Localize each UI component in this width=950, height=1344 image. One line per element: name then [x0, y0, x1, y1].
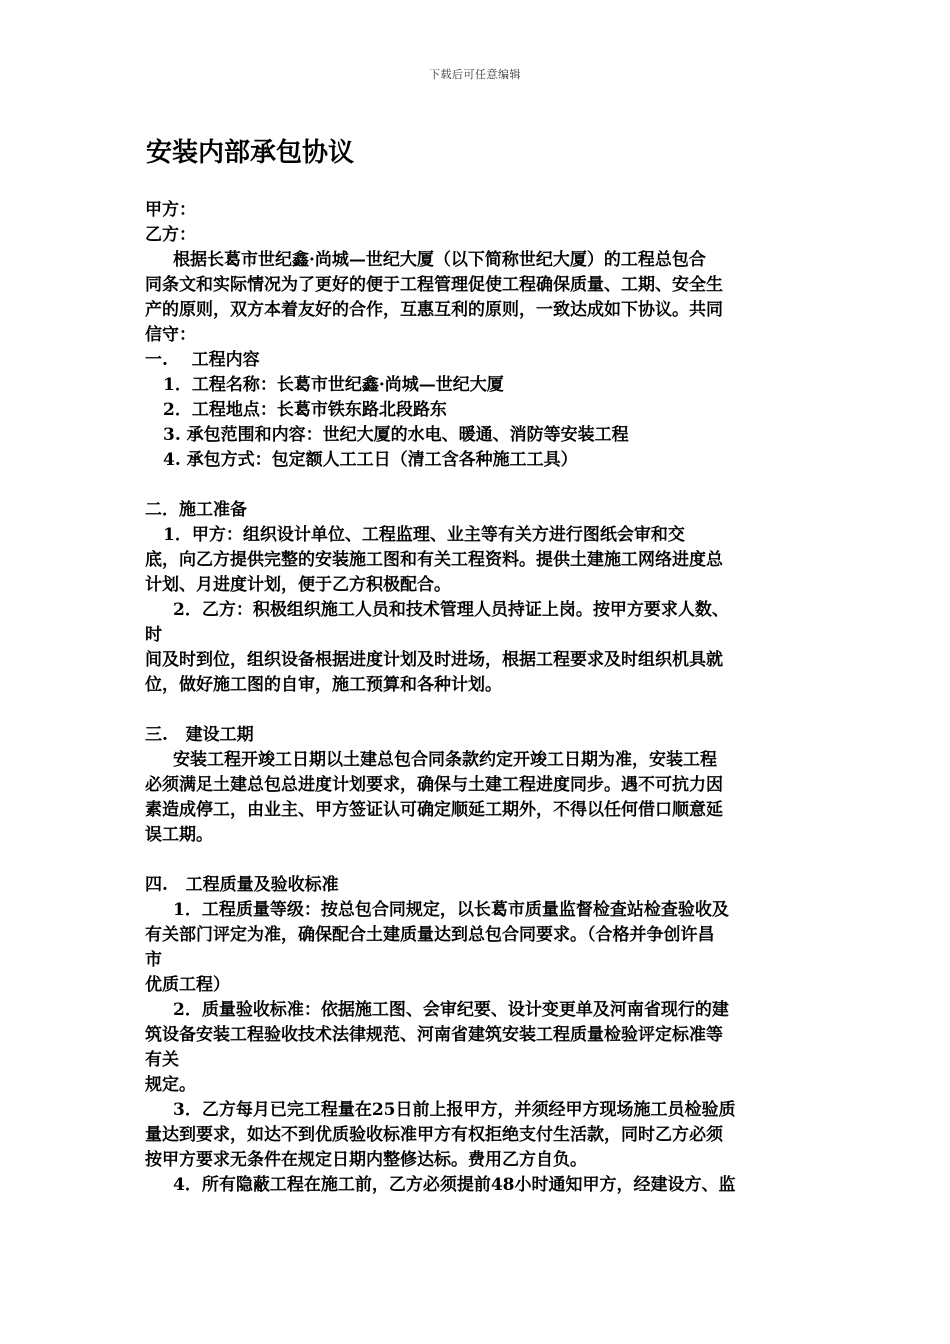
section-4-p3-line: 量达到要求，如达不到优质验收标准甲方有权拒绝支付生活款，同时乙方必须 [145, 1125, 723, 1145]
section-2-p1-line: 计划、月进度计划，便于乙方积极配合。 [145, 575, 451, 595]
section-4-p3-line: 3．乙方每月已完工程量在25日前上报甲方，并须经甲方现场施工员检验质 [173, 1100, 736, 1120]
document-body [145, 198, 813, 1198]
section-3-p1-line: 误工期。 [145, 825, 213, 845]
spacer [145, 848, 813, 873]
section-4-p2-line: 有关 [145, 1050, 179, 1070]
section-4-p1-line: 优质工程） [145, 975, 230, 995]
section-1-item: 2．工程地点：长葛市铁东路北段路东 [163, 400, 447, 420]
section-4-p3-line: 按甲方要求无条件在规定日期内整修达标。费用乙方自负。 [145, 1150, 587, 1170]
section-1-item: 3. 承包范围和内容：世纪大厦的水电、暖通、消防等安装工程 [163, 425, 629, 445]
section-2-p2-line: 位，做好施工图的自审，施工预算和各种计划。 [145, 675, 502, 695]
section-2-p2-line: 间及时到位，组织设备根据进度计划及时进场，根据工程要求及时组织机具就 [145, 650, 723, 670]
intro-line: 产的原则，双方本着友好的合作，互惠互利的原则，一致达成如下协议。共同 [145, 300, 723, 320]
section-3-p1-line: 必须满足土建总包总进度计划要求，确保与土建工程进度同步。遇不可抗力因 [145, 775, 723, 795]
section-4-p2-line: 筑设备安装工程验收技术法律规范、河南省建筑安装工程质量检验评定标准等 [145, 1025, 723, 1045]
document-title: 安装内部承包协议 [146, 138, 355, 168]
section-4-p2-line: 规定。 [145, 1075, 196, 1095]
section-2-heading: 二．施工准备 [145, 500, 247, 520]
section-4-p1-line: 1．工程质量等级：按总包合同规定，以长葛市质量监督检查站检查验收及 [173, 900, 729, 920]
section-2-p2-line: 时 [145, 625, 162, 645]
section-1-item: 4. 承包方式：包定额人工工日（清工含各种施工工具） [163, 450, 578, 470]
section-2-p2-line: 2．乙方：积极组织施工人员和技术管理人员持证上岗。按甲方要求人数、 [173, 600, 729, 620]
intro-line: 信守： [145, 325, 196, 345]
intro-line: 根据长葛市世纪鑫·尚城—世纪大厦（以下简称世纪大厦）的工程总包合 [173, 250, 706, 270]
spacer [145, 698, 813, 723]
section-4-p2-line: 2．质量验收标准：依据施工图、会审纪要、设计变更单及河南省现行的建 [173, 1000, 729, 1020]
section-2-p1-line: 底，向乙方提供完整的安装施工图和有关工程资料。提供土建施工网络进度总 [145, 550, 723, 570]
section-3-p1-line: 安装工程开竣工日期以土建总包合同条款约定开竣工日期为准，安装工程 [173, 750, 717, 770]
section-4-p1-line: 有关部门评定为准，确保配合土建质量达到总包合同要求。（合格并争创许昌 [145, 925, 715, 945]
section-1-heading: 一. 工程内容 [145, 350, 260, 370]
section-4-p4-line: 4．所有隐蔽工程在施工前，乙方必须提前48小时通知甲方，经建设方、监 [173, 1175, 736, 1195]
section-3-heading: 三. 建设工期 [145, 725, 254, 745]
section-1-item: 1．工程名称：长葛市世纪鑫·尚城—世纪大厦 [163, 375, 504, 395]
section-3-p1-line: 素造成停工，由业主、甲方签证认可确定顺延工期外，不得以任何借口顺意延 [145, 800, 723, 820]
section-4-heading: 四. 工程质量及验收标准 [145, 875, 339, 895]
intro-line: 同条文和实际情况为了更好的便于工程管理促使工程确保质量、工期、安全生 [145, 275, 723, 295]
party-b-label: 乙方： [145, 225, 196, 245]
section-2-p1-line: 1．甲方：组织设计单位、工程监理、业主等有关方进行图纸会审和交 [163, 525, 685, 545]
section-4-p1-line: 市 [145, 950, 162, 970]
party-a-label: 甲方： [145, 200, 196, 220]
header-note: 下载后可任意编辑 [429, 68, 521, 81]
spacer [145, 473, 813, 498]
